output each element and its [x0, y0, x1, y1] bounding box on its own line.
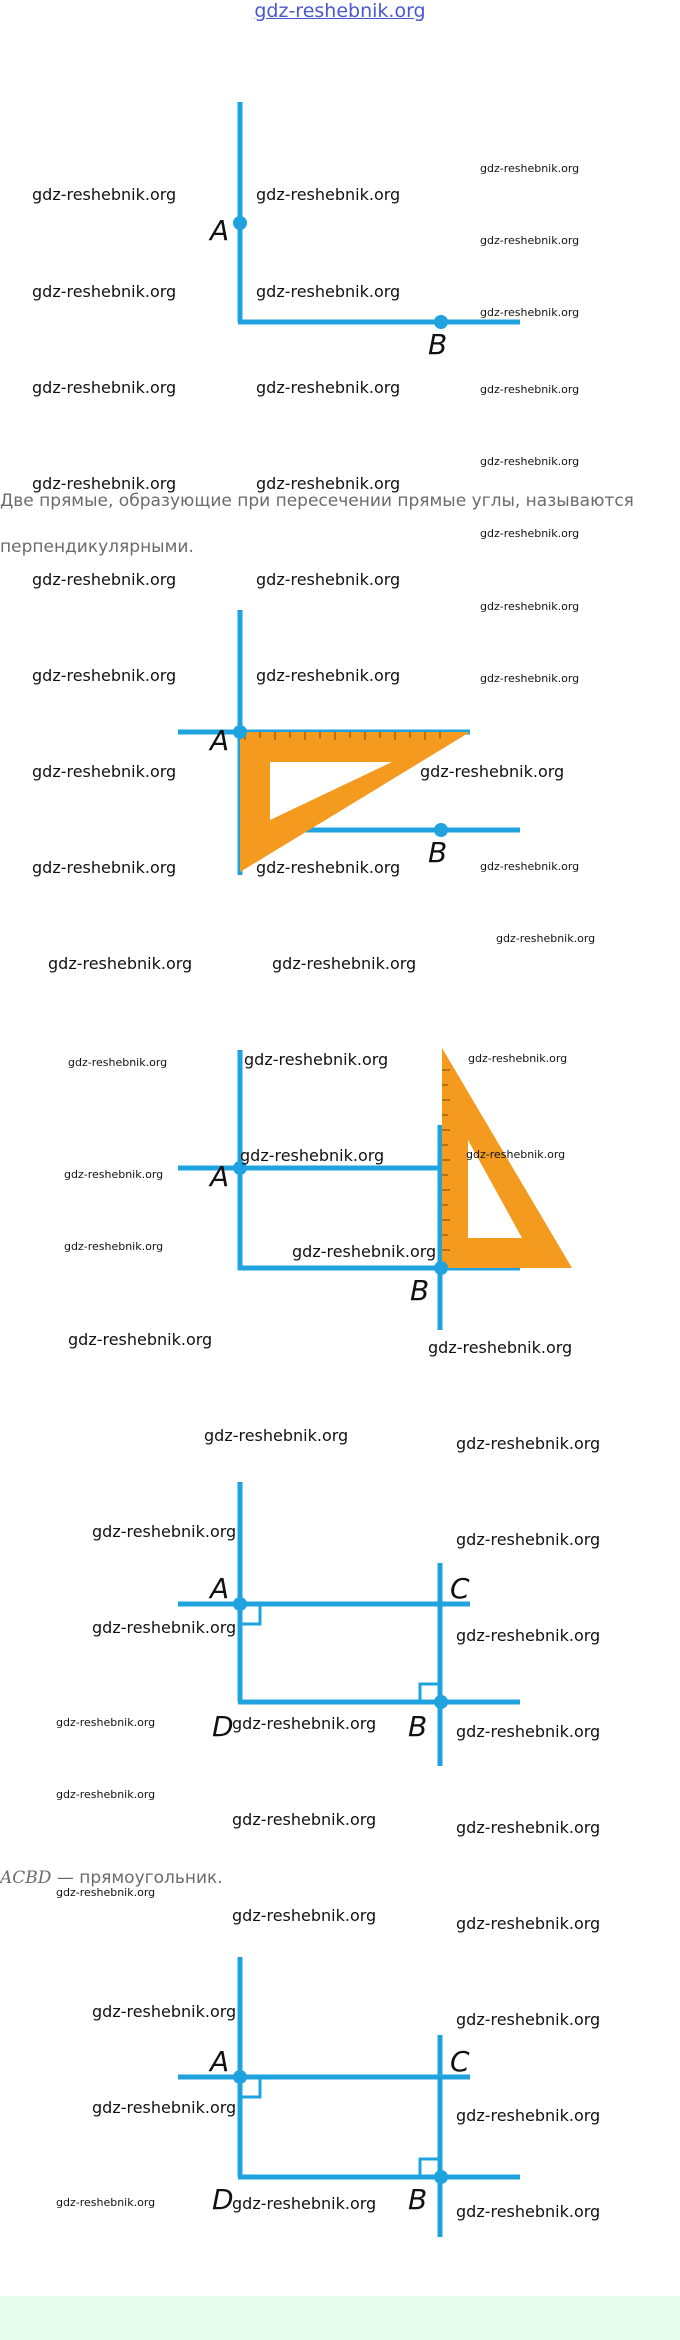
watermark: gdz-reshebnik.org [480, 527, 580, 540]
point-label-b: B [408, 1710, 428, 1743]
watermark: gdz-reshebnik.org [204, 1426, 349, 1445]
watermark: gdz-reshebnik.org [420, 762, 565, 781]
watermark: gdz-reshebnik.org [256, 282, 401, 301]
point-label-d: D [212, 1710, 234, 1743]
point-label-b: B [408, 2183, 428, 2216]
watermark: gdz-reshebnik.org [456, 1434, 601, 1453]
point-label-b: B [428, 328, 448, 361]
point-label-a: A [210, 2045, 230, 2078]
watermark: gdz-reshebnik.org [56, 1886, 156, 1899]
point-label-a: A [210, 1160, 230, 1193]
watermark: gdz-reshebnik.org [32, 666, 177, 685]
watermark: gdz-reshebnik.org [480, 234, 580, 247]
watermark: gdz-reshebnik.org [256, 666, 401, 685]
point-label-d: D [212, 2183, 234, 2216]
watermark: gdz-reshebnik.org [256, 474, 401, 493]
site-link[interactable]: gdz-reshebnik.org [254, 0, 426, 22]
watermark: gdz-reshebnik.org [456, 1626, 601, 1645]
watermark: gdz-reshebnik.org [64, 1168, 164, 1181]
watermark: gdz-reshebnik.org [456, 1914, 601, 1933]
watermark: gdz-reshebnik.org [428, 1338, 573, 1357]
watermark: gdz-reshebnik.org [32, 570, 177, 589]
watermark: gdz-reshebnik.org [466, 1148, 566, 1161]
watermark: gdz-reshebnik.org [32, 378, 177, 397]
rectangle-name: ACBD [0, 1868, 52, 1888]
rectangle-note-text: — прямоугольник. [51, 1868, 223, 1888]
watermark: gdz-reshebnik.org [240, 1146, 385, 1165]
watermark: gdz-reshebnik.org [456, 1818, 601, 1837]
watermark: gdz-reshebnik.org [244, 1050, 389, 1069]
point-label-a: A [210, 724, 230, 757]
watermark: gdz-reshebnik.org [480, 455, 580, 468]
watermark: gdz-reshebnik.org [32, 282, 177, 301]
point-label-b: B [410, 1274, 430, 1307]
point-label-a: A [210, 1572, 230, 1605]
watermark: gdz-reshebnik.org [292, 1242, 437, 1261]
watermark: gdz-reshebnik.org [480, 383, 580, 396]
watermark: gdz-reshebnik.org [480, 162, 580, 175]
watermark: gdz-reshebnik.org [456, 2106, 601, 2125]
watermark: gdz-reshebnik.org [256, 858, 401, 877]
point-label-c: C [450, 2045, 470, 2078]
watermark: gdz-reshebnik.org [256, 570, 401, 589]
watermark: gdz-reshebnik.org [480, 600, 580, 613]
watermark: gdz-reshebnik.org [56, 1716, 156, 1729]
point-label-a: A [210, 214, 230, 247]
figure-set-square-step1 [0, 600, 680, 900]
point-label-b: B [428, 836, 448, 869]
watermark: gdz-reshebnik.org [92, 1618, 237, 1637]
watermark: gdz-reshebnik.org [256, 185, 401, 204]
watermark: gdz-reshebnik.org [456, 1722, 601, 1741]
point-label-c: C [450, 1572, 470, 1605]
watermark: gdz-reshebnik.org [68, 1056, 168, 1069]
watermark: gdz-reshebnik.org [48, 954, 193, 973]
watermark: gdz-reshebnik.org [92, 2098, 237, 2117]
watermark: gdz-reshebnik.org [92, 1522, 237, 1541]
definition-paragraph: Две прямые, образующие при пересечении прямые углы, называются перпендикулярными. [0, 491, 634, 557]
watermark: gdz-reshebnik.org [456, 1530, 601, 1549]
watermark: gdz-reshebnik.org [32, 762, 177, 781]
watermark: gdz-reshebnik.org [480, 860, 580, 873]
footer-bar [0, 2296, 680, 2340]
watermark: gdz-reshebnik.org [56, 2196, 156, 2209]
watermark: gdz-reshebnik.org [480, 306, 580, 319]
watermark: gdz-reshebnik.org [456, 2202, 601, 2221]
watermark: gdz-reshebnik.org [232, 1810, 377, 1829]
watermark: gdz-reshebnik.org [32, 185, 177, 204]
watermark: gdz-reshebnik.org [32, 474, 177, 493]
watermark: gdz-reshebnik.org [468, 1052, 568, 1065]
watermark: gdz-reshebnik.org [232, 1906, 377, 1925]
watermark: gdz-reshebnik.org [272, 954, 417, 973]
watermark: gdz-reshebnik.org [92, 2002, 237, 2021]
watermark: gdz-reshebnik.org [496, 932, 596, 945]
figure-set-square-step2 [0, 1030, 680, 1340]
watermark: gdz-reshebnik.org [232, 1714, 377, 1733]
watermark: gdz-reshebnik.org [256, 378, 401, 397]
watermark: gdz-reshebnik.org [32, 858, 177, 877]
watermark: gdz-reshebnik.org [232, 2194, 377, 2213]
watermark: gdz-reshebnik.org [64, 1240, 164, 1253]
watermark: gdz-reshebnik.org [480, 672, 580, 685]
watermark: gdz-reshebnik.org [56, 1788, 156, 1801]
watermark: gdz-reshebnik.org [456, 2010, 601, 2029]
watermark: gdz-reshebnik.org [68, 1330, 213, 1349]
